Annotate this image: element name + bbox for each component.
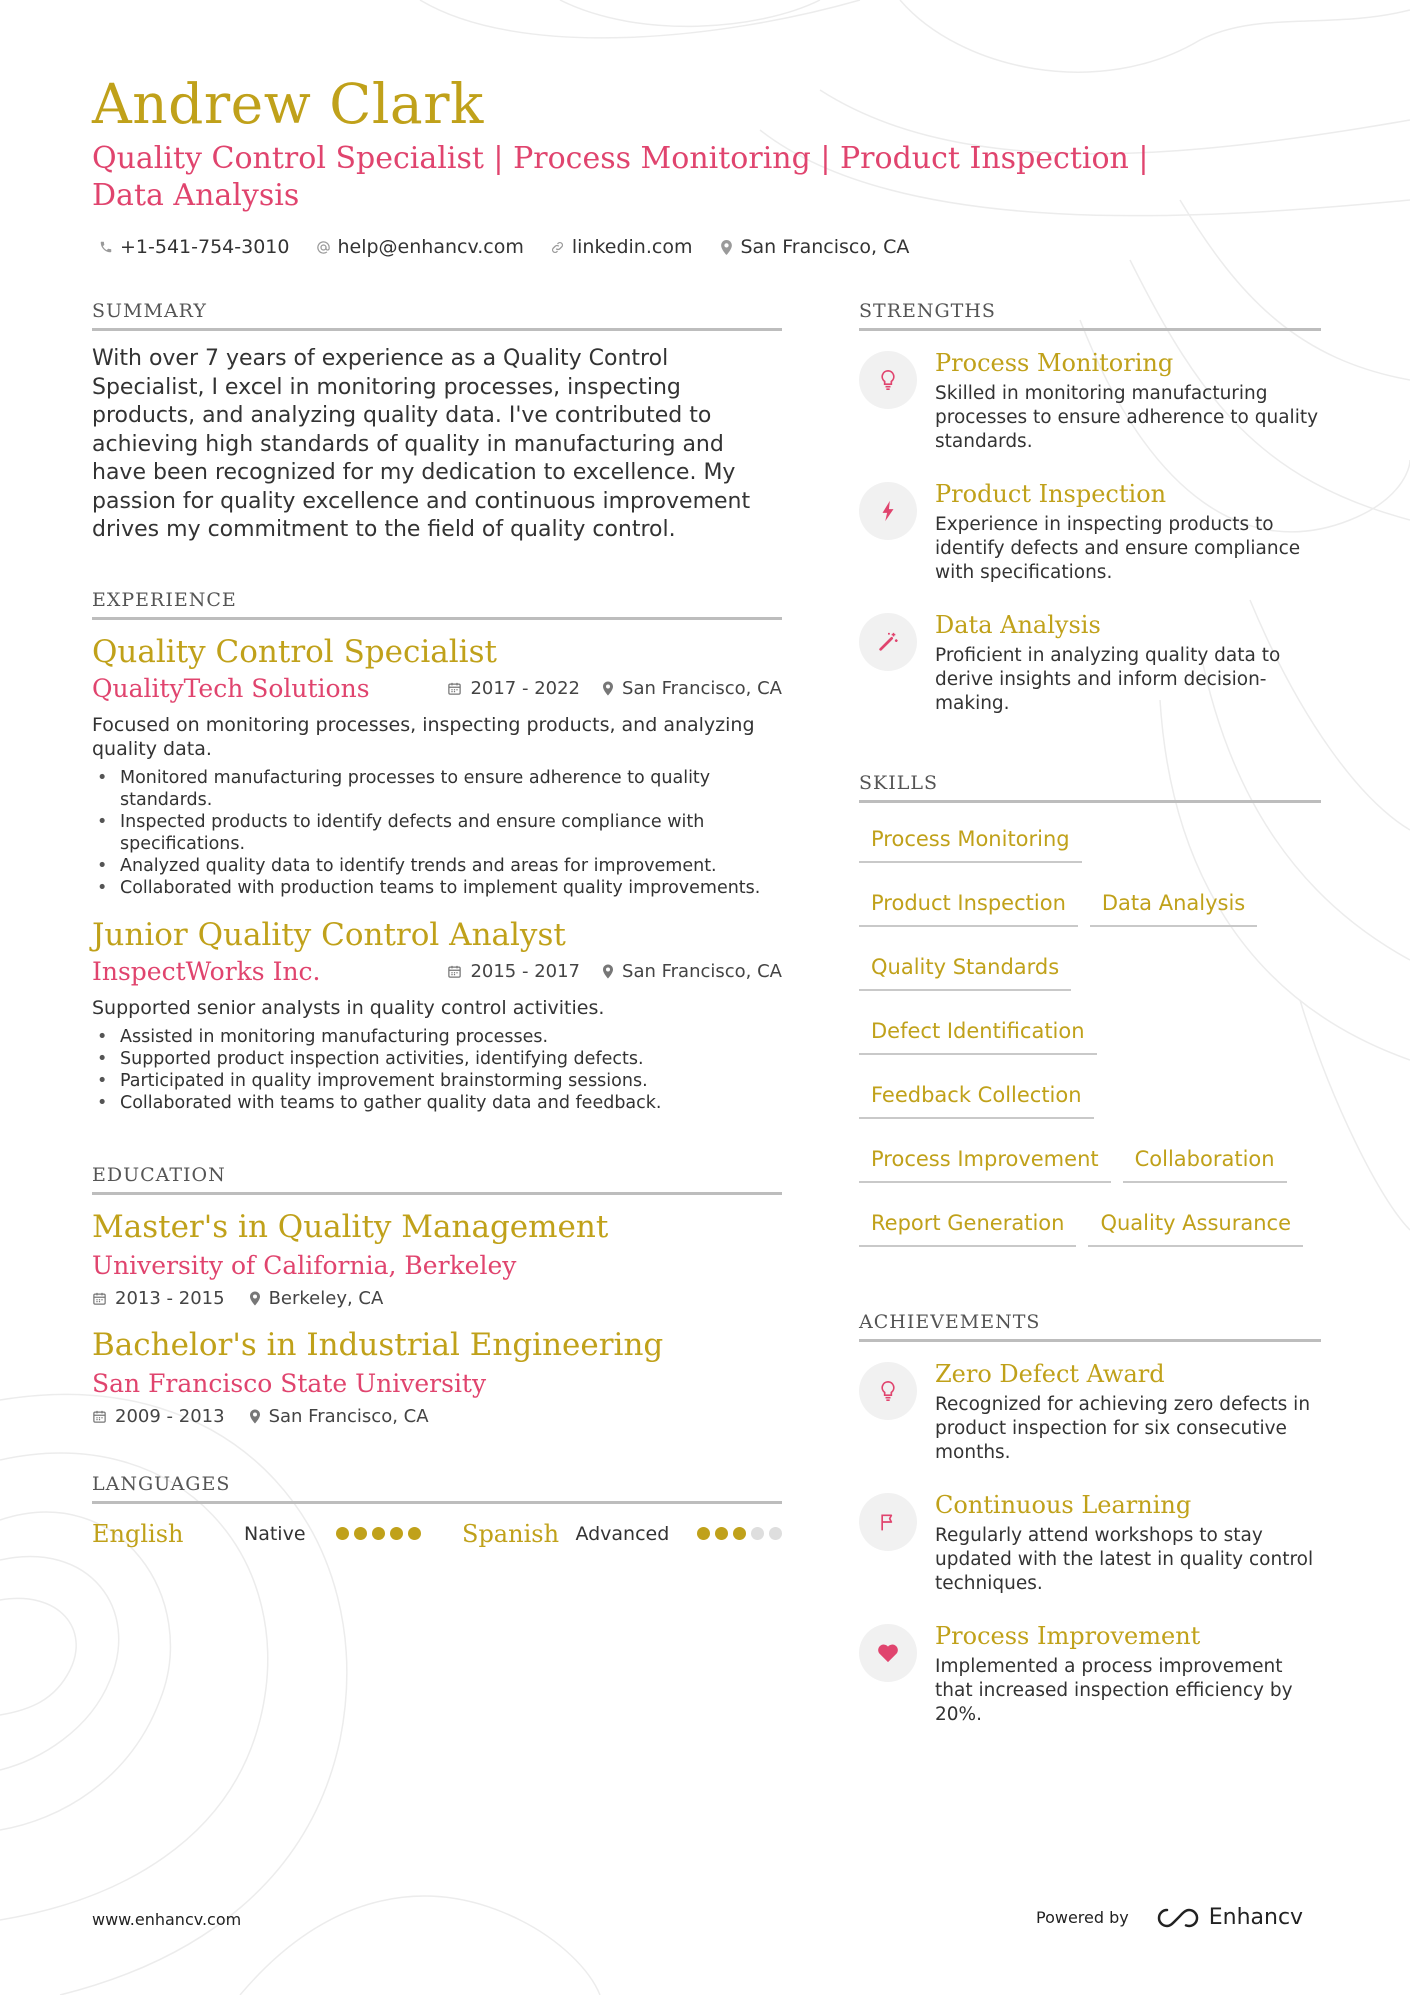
- strength-description: Skilled in monitoring manufacturing processes to ensure adherence to quality standards.: [935, 383, 1319, 452]
- link-icon: [550, 239, 566, 255]
- language-rating: [697, 1527, 782, 1540]
- bullet-item: • Analyzed quality data to identify trends and areas for improvement.: [92, 855, 782, 877]
- job-dates: [447, 961, 580, 982]
- powered-by-label: Powered by: [1036, 1908, 1129, 1927]
- contact-location-text: San Francisco, CA: [740, 236, 910, 258]
- language-name: English: [92, 1519, 184, 1548]
- calendar-icon: [92, 1291, 107, 1306]
- job-meta: [447, 961, 782, 982]
- location-icon: [602, 964, 614, 979]
- language-item: [92, 1520, 462, 1548]
- strength-title: Process Monitoring: [935, 349, 1174, 377]
- skill-tag: Data Analysis: [1090, 891, 1257, 927]
- right-column: [859, 300, 1321, 1727]
- left-column: [92, 300, 782, 1548]
- skills-section: [859, 772, 1321, 1247]
- strength-content: [935, 611, 1321, 716]
- education-meta: [92, 1406, 782, 1427]
- rating-dot-empty: [751, 1527, 764, 1540]
- strength-item: [859, 480, 1321, 585]
- job-title: Quality Control Specialist: [92, 633, 497, 670]
- job-bullets: [92, 767, 782, 899]
- job-entry: [92, 917, 782, 1114]
- achievement-title: Process Improvement: [935, 1622, 1201, 1650]
- job-header-row: [92, 674, 782, 703]
- skill-tag: Defect Identification: [859, 1019, 1097, 1055]
- skill-tag: Feedback Collection: [859, 1083, 1094, 1119]
- job-bullets: [92, 1026, 782, 1114]
- strength-item: [859, 349, 1321, 454]
- achievement-title: Continuous Learning: [935, 1491, 1192, 1519]
- bullet-item: • Monitored manufacturing processes to ensure adherence to quality standards.: [92, 767, 782, 811]
- language-rating: [336, 1527, 421, 1540]
- education-entry: [92, 1327, 782, 1427]
- contact-linkedin[interactable]: [550, 236, 693, 258]
- achievement-content: [935, 1491, 1321, 1596]
- company-name: InspectWorks Inc.: [92, 956, 321, 986]
- job-title: Junior Quality Control Analyst: [92, 916, 566, 953]
- section-title-achievements: ACHIEVEMENTS: [859, 1311, 1321, 1342]
- achievements-section: [859, 1311, 1321, 1727]
- bullet-item: • Collaborated with production teams to implement quality improvements.: [92, 877, 782, 899]
- job-location: [602, 678, 782, 699]
- candidate-name: Andrew Clark: [92, 72, 484, 136]
- enhancv-logo[interactable]: [1155, 1905, 1303, 1930]
- headline: Quality Control Specialist | Process Monitoring | Product Inspection | Data Analysis: [92, 141, 1149, 213]
- achievement-item: [859, 1622, 1321, 1727]
- job-location-text: San Francisco, CA: [622, 960, 782, 982]
- education-section: [92, 1164, 782, 1427]
- rating-dot-filled: [697, 1527, 710, 1540]
- achievement-description: Recognized for achieving zero defects in product inspection for six consecutive months.: [935, 1394, 1311, 1463]
- skills-list: [859, 827, 1321, 1247]
- skill-tag: Process Improvement: [859, 1147, 1111, 1183]
- location-icon: [602, 681, 614, 696]
- contact-phone-text: +1-541-754-3010: [120, 236, 290, 258]
- rating-dot-filled: [733, 1527, 746, 1540]
- achievement-item: [859, 1491, 1321, 1596]
- education-meta: [92, 1288, 782, 1309]
- rating-dot-filled: [715, 1527, 728, 1540]
- languages-section: [92, 1473, 782, 1548]
- education-entry: [92, 1209, 782, 1309]
- location-icon: [249, 1409, 261, 1424]
- school: University of California, Berkeley: [92, 1250, 517, 1280]
- location-icon: [718, 239, 734, 255]
- job-dates-text: 2015 - 2017: [470, 960, 581, 982]
- education-location-text: Berkeley, CA: [268, 1287, 384, 1309]
- skill-tag: Collaboration: [1123, 1147, 1287, 1183]
- section-title-summary: SUMMARY: [92, 300, 782, 331]
- languages-row: [92, 1520, 782, 1548]
- footer-branding: [1036, 1905, 1303, 1930]
- section-title-languages: LANGUAGES: [92, 1473, 782, 1504]
- skill-tag: Process Monitoring: [859, 827, 1082, 863]
- summary-section: [92, 300, 782, 545]
- rating-dot-filled: [408, 1527, 421, 1540]
- heart-icon: [859, 1624, 917, 1682]
- language-level: Advanced: [575, 1522, 670, 1545]
- strength-title: Product Inspection: [935, 480, 1167, 508]
- rating-dot-filled: [390, 1527, 403, 1540]
- contact-email[interactable]: [315, 236, 523, 258]
- bullet-item: • Assisted in monitoring manufacturing processes.: [92, 1026, 782, 1048]
- experience-section: [92, 589, 782, 1114]
- phone-icon: [98, 239, 114, 255]
- achievement-description: Regularly attend workshops to stay updated with the latest in quality control techniques.: [935, 1525, 1314, 1594]
- rating-dot-filled: [372, 1527, 385, 1540]
- calendar-icon: [447, 681, 462, 696]
- section-title-experience: EXPERIENCE: [92, 589, 782, 620]
- section-title-skills: SKILLS: [859, 772, 1321, 803]
- school: San Francisco State University: [92, 1368, 487, 1398]
- job-dates: [447, 678, 580, 699]
- job-dates-text: 2017 - 2022: [470, 677, 581, 699]
- strength-title: Data Analysis: [935, 611, 1101, 639]
- contact-bar: [98, 236, 909, 258]
- achievement-content: [935, 1360, 1321, 1465]
- education-location: [249, 1406, 429, 1427]
- job-meta: [447, 678, 782, 699]
- strength-description: Experience in inspecting products to identify defects and ensure compliance with specifications.: [935, 514, 1301, 583]
- job-location-text: San Francisco, CA: [622, 677, 782, 699]
- lightbulb-icon: [859, 351, 917, 409]
- job-entry: [92, 634, 782, 899]
- degree: Master's in Quality Management: [92, 1208, 609, 1245]
- education-dates: [92, 1406, 225, 1427]
- contact-phone[interactable]: [98, 236, 289, 258]
- summary-text: With over 7 years of experience as a Quality Control Specialist, I excel in monitoring processes, inspecting products, and analyzing quality data. I've contributed to achieving high standards of quality in manufacturing and have been recognized for my dedication to excellence. My passion for quality excellence and continuous improvement drives my commitment to the field of quality control.: [92, 346, 751, 542]
- achievement-content: [935, 1622, 1321, 1727]
- resume-page: [92, 0, 1318, 1995]
- contact-linkedin-text: linkedin.com: [571, 236, 693, 258]
- magic-wand-icon: [859, 613, 917, 671]
- section-title-education: EDUCATION: [92, 1164, 782, 1195]
- at-icon: [315, 239, 331, 255]
- strength-content: [935, 349, 1321, 454]
- strength-item: [859, 611, 1321, 716]
- rating-dot-filled: [336, 1527, 349, 1540]
- job-location: [602, 961, 782, 982]
- bullet-item: • Inspected products to identify defects and ensure compliance with specifications.: [92, 811, 782, 855]
- education-dates: [92, 1288, 225, 1309]
- enhancv-logo-icon: [1155, 1907, 1201, 1929]
- achievement-title: Zero Defect Award: [935, 1360, 1165, 1388]
- lightning-icon: [859, 482, 917, 540]
- skill-tag: Report Generation: [859, 1211, 1076, 1247]
- calendar-icon: [447, 964, 462, 979]
- bullet-item: • Supported product inspection activities, identifying defects.: [92, 1048, 782, 1070]
- bullet-item: • Participated in quality improvement brainstorming sessions.: [92, 1070, 782, 1092]
- contact-email-text: help@enhancv.com: [337, 236, 524, 258]
- education-location-text: San Francisco, CA: [268, 1405, 429, 1427]
- strength-description: Proficient in analyzing quality data to derive insights and inform decision-making.: [935, 645, 1281, 714]
- company-name: QualityTech Solutions: [92, 673, 370, 703]
- education-location: [249, 1288, 384, 1309]
- language-level: Native: [244, 1522, 306, 1545]
- bullet-item: • Collaborated with teams to gather quality data and feedback.: [92, 1092, 782, 1114]
- strengths-section: [859, 300, 1321, 716]
- calendar-icon: [92, 1409, 107, 1424]
- enhancv-brand-text: Enhancv: [1208, 1905, 1304, 1930]
- skill-tag: Quality Standards: [859, 955, 1071, 991]
- degree: Bachelor's in Industrial Engineering: [92, 1326, 664, 1363]
- education-dates-text: 2013 - 2015: [115, 1287, 225, 1309]
- achievement-description: Implemented a process improvement that increased inspection efficiency by 20%.: [935, 1656, 1293, 1725]
- lightbulb-icon: [859, 1362, 917, 1420]
- section-title-strengths: STRENGTHS: [859, 300, 1321, 331]
- footer-website[interactable]: www.enhancv.com: [92, 1910, 242, 1929]
- skill-tag: Product Inspection: [859, 891, 1078, 927]
- location-icon: [249, 1291, 261, 1306]
- flag-icon: [859, 1493, 917, 1551]
- education-dates-text: 2009 - 2013: [115, 1405, 225, 1427]
- job-header-row: [92, 957, 782, 986]
- strength-content: [935, 480, 1321, 585]
- rating-dot-filled: [354, 1527, 367, 1540]
- job-description: Supported senior analysts in quality control activities.: [92, 996, 605, 1019]
- skill-tag: Quality Assurance: [1088, 1211, 1303, 1247]
- language-item: [462, 1520, 782, 1548]
- contact-location: [718, 236, 909, 258]
- job-description: Focused on monitoring processes, inspecting products, and analyzing quality data.: [92, 713, 755, 760]
- achievement-item: [859, 1360, 1321, 1465]
- rating-dot-empty: [769, 1527, 782, 1540]
- language-name: Spanish: [462, 1519, 560, 1548]
